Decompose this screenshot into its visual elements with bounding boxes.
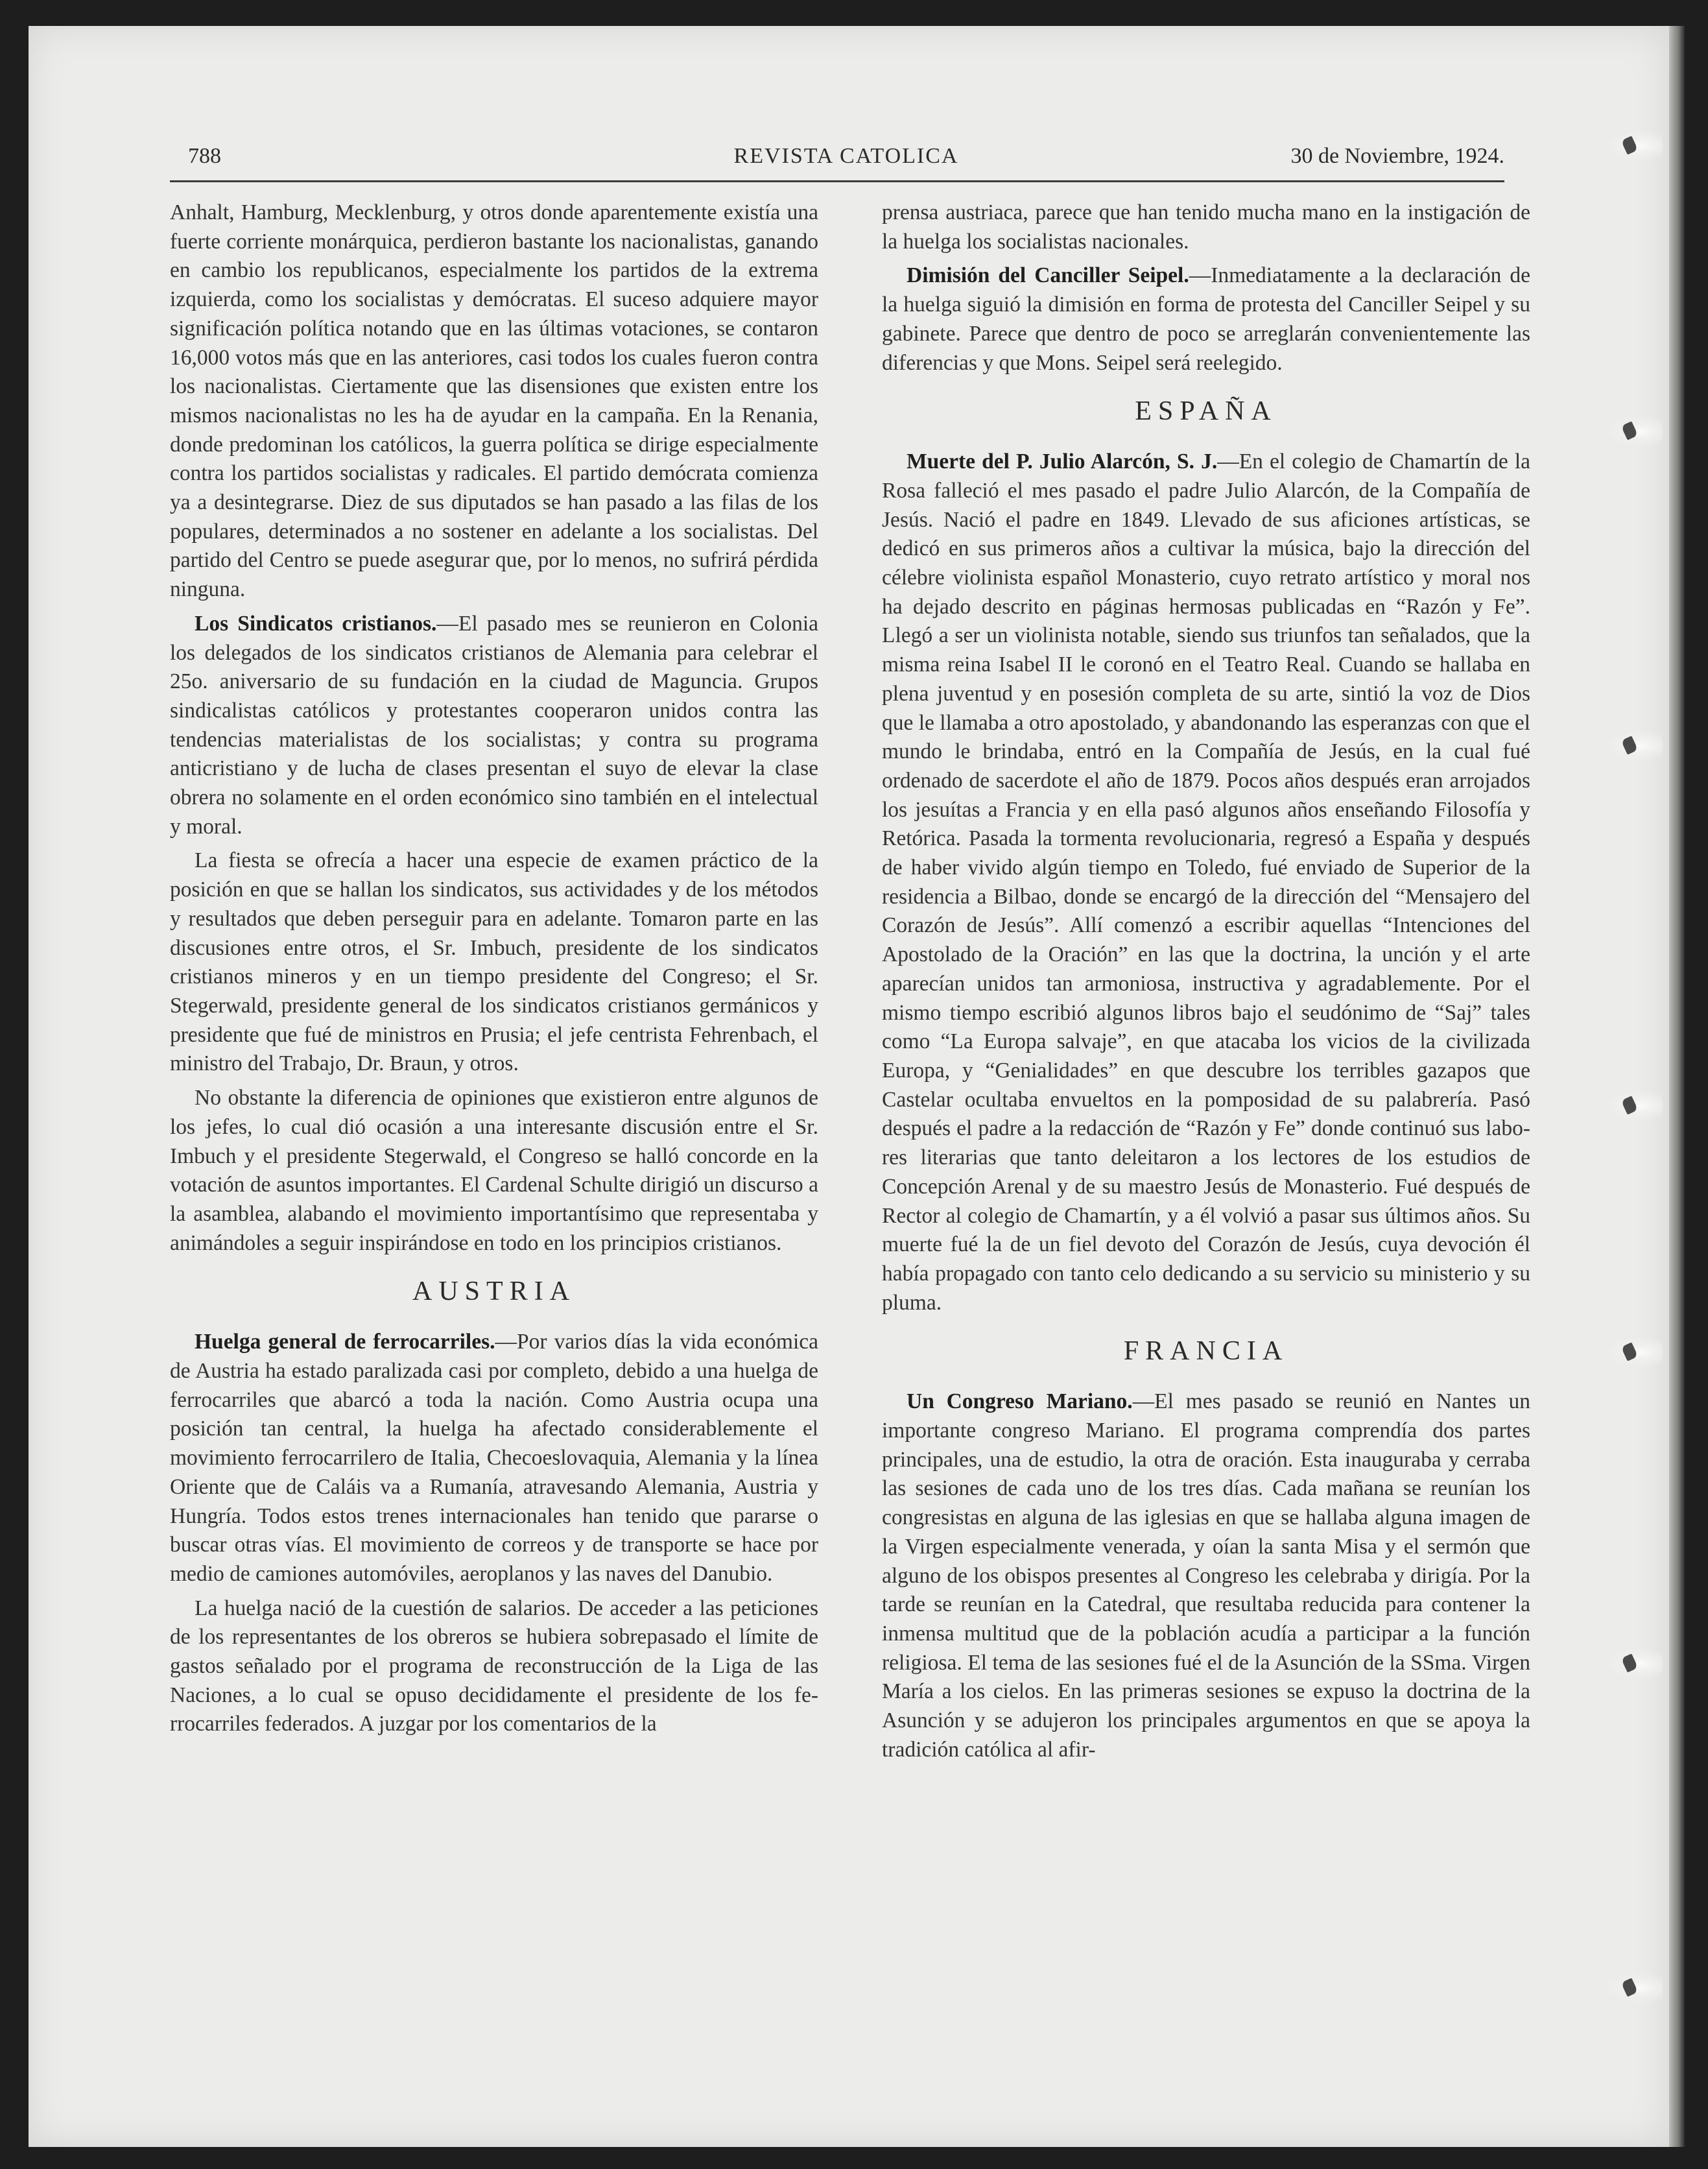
binding-hole — [1604, 415, 1663, 448]
section-heading-austria: AUSTRIA — [412, 1276, 576, 1307]
paragraph: La huelga nació de la cuestión de salarios. De acceder a las peticiones de los representantes de los obreros se hubiera sobrepasado el límite de gastos señalado por el programa de reconstrucción de la Liga de las Naciones, a lo cual se opuso decididamente el presidente de los ferrocarriles federados. A juzgar por los comentarios de la — [170, 1596, 818, 1736]
issue-date: 30 de Noviembre, 1924. — [1290, 144, 1504, 168]
running-header — [188, 144, 1504, 175]
binding-hole — [1604, 130, 1663, 162]
paragraph-heading: Huelga general de ferrocarriles. — [195, 1330, 495, 1354]
paragraph-heading: Un Congreso Mariano. — [907, 1389, 1133, 1414]
paragraph: La fiesta se ofrecía a hacer una especie de examen práctico de la posición en que se hallan los sindicatos, sus actividades y de los métodos y resultados que deben perseguir para en adelante. Tomaron parte en las discusiones entre otros, el Sr. Imbuch, presidente de los sindicatos cristianos mineros y en un tiempo presidente del Congreso; el Sr. Stegerwald, presidente general de los sindicatos cristianos germánicos y presidente que fué de ministros en Prusia; el jefe centrista Fehrenbach, el ministro del Trabajo, Dr. Braun, y otros. — [170, 848, 818, 1076]
paragraph: Muerte del P. Julio Alarcón, S. J.—En el colegio de Chamartín de la Rosa falleció el mes pasado el padre Julio Alarcón, de la Compañía de Jesús. Nació el padre en 1849. Llevado de sus aficiones artísticas, se dedicó en sus primeros años a cultivar la música, bajo la dirección del célebre violinista español Monasterio, cuyo retrato artístico y moral nos ha dejado descrito en páginas hermosas publicadas en “Razón y Fe”. Llegó a ser un violinista notable, siendo sus triunfos tan señalados, que la misma reina Isabel II le coronó en el Teatro Real. Cuando se hallaba en plena juventud y en posesión completa de su arte, sintió la voz de Dios que le llamaba a otro apostolado, y abandonando las esperanzas con que el mundo le brindaba, entró en la Compañía de Jesús, en la cual fué ordenado de sacerdote el año de 1879. Pocos años después eran arrojados los jesuítas a Francia y en ella pasó algunos años enseñando Filosofía y Retórica. Pasada la tormenta revolucionaria, regresó a España y después de haber vivido algún tiempo en Toledo, fué enviado de Superior de la residencia a Bilbao, donde se encargó de la dirección del “Mensajero del Corazón de Jesús”. Allí comenzó a escribir aquellas “Intenciones del Apostolado de la Oración” en las que la doctrina, la unción y el arte aparecían unidos tan armoniosa, instructiva y agradablemente. Por el mismo tiempo escribió algunos libros bajo el seudónimo de “Saj” tales como “La Europa salvaje”, en que atacaba los vicios de la civilizada Europa, y “Genialidades” en que descubre los terribles gazapos que Castelar ocultaba envueltos en la pomposidad de su palabrería. Pasó después el padre a la redacción de “Razón y Fe” donde continuó sus labores literarias que tanto deleitaron a los lectores de los estudios de Concepción Arenal y de su maestro Jesús de Monasterio. Fué después de Rector al colegio de Chamartín, y a él volvió a pasar sus últimos años. Su muerte fué la de un fiel devoto del Corazón de Jesús, cuya devoción él había propagado con tanto celo dedicando a su servicio su ministerio y su pluma. — [882, 449, 1530, 1315]
paragraph-heading: Dimisión del Canciller Seipel. — [907, 263, 1189, 288]
paragraph: Un Congreso Mariano.—El mes pasado se reunió en Nantes un importante congreso Mariano. El programa comprendía dos partes principales, una de estudio, la otra de oración. Esta inauguraba y cerraba las sesiones de cada uno de los tres días. Cada mañana se reunían los congresistas en alguna de las iglesias en que se hallaba alguna imagen de la Virgen especialmente venerada, y oían la santa Misa y el sermón que alguno de los obispos presentes al Congreso les celebraba y dirigía. Por la tarde se reunían en la Catedral, que resultaba reducida para contener la inmensa multitud que de la población acudía a participar a la función religiosa. El tema de las sesiones fué el de la Asunción de la SSma. Virgen María a los cielos. En las primeras sesiones se expuso la doctrina de la Asunción y se adujeron los principales argumentos en que se apoya la tradición católica al afir- — [882, 1389, 1530, 1762]
paragraph: Anhalt, Hamburg, Mecklenburg, y otros donde aparentemente existía una fuerte corriente monárquica, perdieron bastante los nacionalistas, ganando en cambio los republicanos, especialmente los partidos de la extrema izquierda, como los socialistas y demócratas. El suceso adquiere mayor significación política notando que en las últimas votaciones, se contaron 16,000 votos más que en las anteriores, casi todos los cuales fueron contra los nacionalistas. Ciertamente que las disensiones que existen entre los mismos nacionalistas no les ha de ayudar en la campaña. En la Renania, donde predominan los católicos, la guerra política se dirige especialmente contra los partidos socialistas y radicales. El partido demócrata comienza ya a desintegrarse. Diez de sus diputados se han pasado a las filas de los populares, determinados a no sostener en adelante a los socialistas. Del partido del Centro se puede asegurar que, por lo menos, no sufrirá pérdida ninguna. — [170, 200, 818, 602]
binding-hole — [1604, 1648, 1663, 1680]
binding-hole — [1604, 1336, 1663, 1369]
paragraph: Huelga general de ferrocarriles.—Por varios días la vida económica de Austria ha estado paralizada casi por completo, debido a una huelga de ferrocarriles que abarcó a toda la nación. Como Austria ocupa una posición tan central, la huelga ha afectado considerablemente el movimiento ferrocarrilero de Italia, Checoeslovaquia, Alemania y la línea Oriente que de Caláis va a Rumanía, atravesando Alemania, Austria y Hungría. Todos estos trenes internacionales han tenido que pararse o buscar otras vías. El movimiento de correos y de transporte se hace por medio de camiones automóviles, aeroplanos y las naves del Danubio. — [170, 1330, 819, 1586]
paragraph: Dimisión del Canciller Seipel.—Inmediatamente a la declaración de la huelga siguió la dimisión en forma de protesta del Canciller Seipel y su gabinete. Parece que dentro de poco se arreglarán convenientemente las diferencias y que Mons. Seipel será reelegido. — [882, 263, 1530, 375]
paragraph-heading: Los Sindicatos cristianos. — [195, 611, 437, 636]
paragraph: No obstante la diferencia de opiniones que existieron entre algunos de los jefes, lo cual dió ocasión a una interesante discusión entre el Sr. Imbuch y el presidente Stegerwald, el Congreso se halló concorde en la votación de asuntos importantes. El Cardenal Schulte dirigió un discurso a la asamblea, alabando el movimiento importantísimo que representaba y animándoles a seguir inspirándose en todo en los principios cristianos. — [170, 1086, 818, 1255]
page-edge — [1669, 26, 1685, 2147]
paragraph: prensa austriaca, parece que han tenido mucha mano en la instigación de la huelga los socialistas nacionales. — [882, 200, 1530, 254]
section-heading-francia: FRANCIA — [1123, 1336, 1289, 1367]
paragraph-heading: Muerte del P. Julio Alarcón, S. J. — [907, 449, 1218, 474]
binding-hole — [1604, 1090, 1663, 1122]
section-heading-espana: ESPAÑA — [1135, 396, 1277, 427]
header-rule — [170, 180, 1504, 182]
journal-title: REVISTA CATOLICA — [733, 144, 959, 168]
right-column — [882, 198, 1530, 1769]
left-column — [170, 198, 818, 1744]
paragraph: Los Sindicatos cristianos.—El pasado mes se reunieron en Colonia los delegados de los sindicatos cristianos de Alemania para celebrar el 25o. aniversario de su fundación en la ciudad de Maguncia. Grupos sindicalistas católicos y protestantes cooperaron unidos contra las tendencias materialistas de los socialistas; y contra su programa anticristiano y de lucha de clases presentan el suyo de elevar la clase obrera no solamente en el orden económico sino también en el intelectual y moral. — [170, 611, 819, 839]
binding-hole — [1604, 730, 1663, 762]
binding-hole — [1604, 1972, 1663, 2004]
page-number: 788 — [188, 144, 221, 168]
